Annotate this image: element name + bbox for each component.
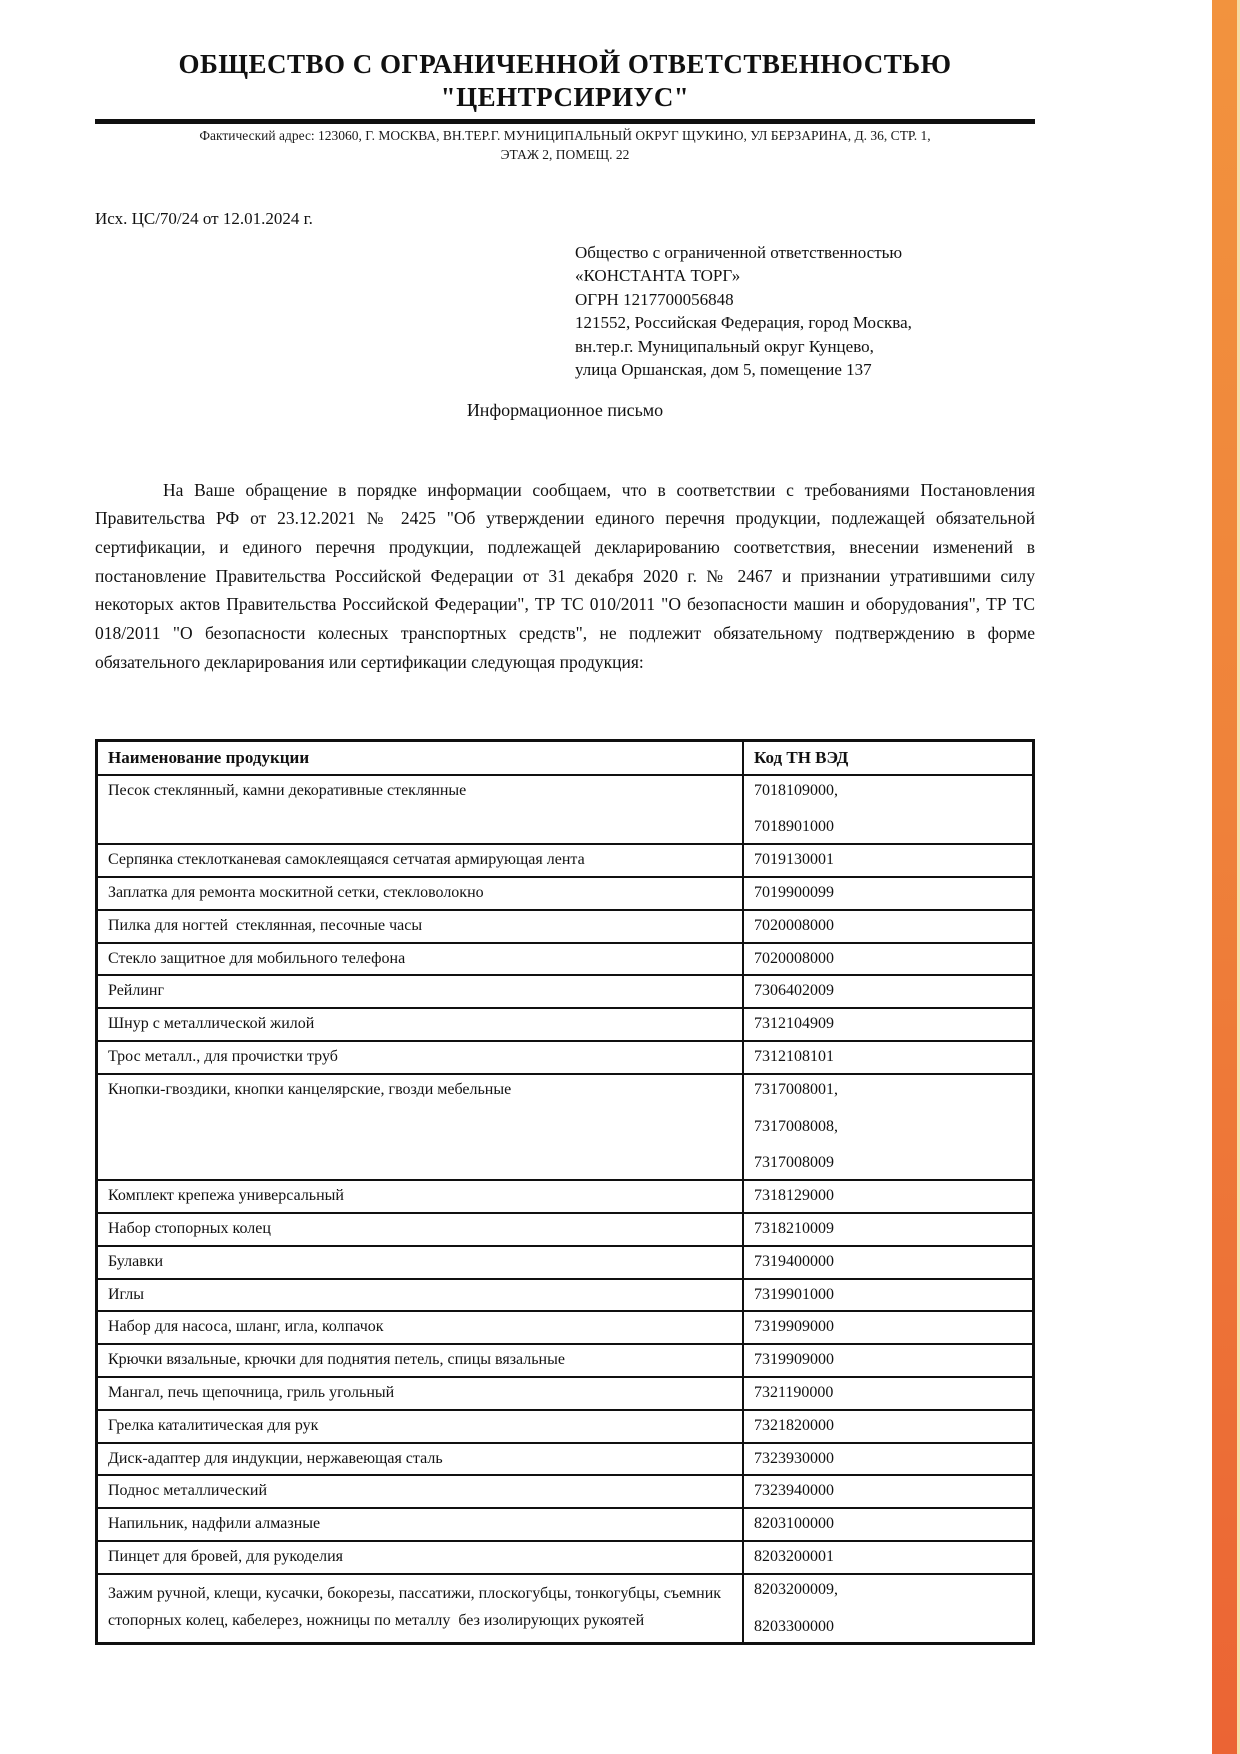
tnved-code-line: 7317008008, <box>754 1117 839 1135</box>
product-name-cell: Заплатка для ремонта москитной сетки, стекловолокно <box>97 877 744 910</box>
tnved-code-line: 7019130001 <box>754 851 835 869</box>
tnved-code-line: 7317008001, <box>754 1080 839 1098</box>
table-row <box>97 1344 1034 1377</box>
tnved-code-cell <box>743 775 1033 845</box>
product-name-cell: Булавки <box>97 1246 744 1279</box>
letter-title: Информационное письмо <box>466 399 664 420</box>
tnved-code-line: 7019900099 <box>754 884 835 902</box>
tnved-code-cell <box>743 1508 1033 1541</box>
table-row <box>97 1180 1034 1213</box>
products-table-head <box>97 740 1034 775</box>
tnved-code-line: 7312104909 <box>754 1015 835 1033</box>
product-name-cell: Кнопки-гвоздики, кнопки канцелярские, гвозди мебельные <box>97 1074 744 1180</box>
table-row <box>97 1074 1034 1180</box>
table-row <box>97 975 1034 1008</box>
product-name-cell: Пинцет для бровей, для рукоделия <box>97 1541 744 1574</box>
recipient-line: 121552, Российская Федерация, город Москва, <box>575 313 912 333</box>
tnved-code-line: 7323940000 <box>754 1482 835 1500</box>
table-row <box>97 1410 1034 1443</box>
tnved-code-line: 7319909000 <box>754 1351 835 1369</box>
company-address <box>95 126 1035 165</box>
table-row <box>97 877 1034 910</box>
tnved-code-line: 8203100000 <box>754 1515 835 1533</box>
tnved-code-cell <box>743 1377 1033 1410</box>
table-row <box>97 1475 1034 1508</box>
products-table <box>95 739 1035 1646</box>
product-name-cell: Шнур с металлической жилой <box>97 1008 744 1041</box>
table-row <box>97 1279 1034 1312</box>
table-row <box>97 844 1034 877</box>
tnved-code-line: 7318210009 <box>754 1219 835 1237</box>
table-row <box>97 1508 1034 1541</box>
product-name-cell: Пилка для ногтей стеклянная, песочные часы <box>97 910 744 943</box>
tnved-code-cell <box>743 1180 1033 1213</box>
tnved-code-cell <box>743 1279 1033 1312</box>
product-name-cell: Мангал, печь щепочница, гриль угольный <box>97 1377 744 1410</box>
tnved-code-line: 7018901000 <box>754 818 835 836</box>
letter-body-paragraph: На Ваше обращение в порядке информации сообщаем, что в соответствии с требованиями Постановления Правительства РФ от 23.12.2021 № 2425 "Об утверждении единого перечня продукции, подлежащей обязательной сертификации, и единого перечня продукции, подлежащей декларированию соответствия, внесении изменений в постановление Правительства Российской Федерации от 31 декабря 2020 г. № 2467 и признании утратившими силу некоторых актов Правительства Российской Федерации", ТР ТС 010/2011 "О безопасности машин и оборудования", ТР ТС 018/2011 "О безопасности колесных транспортных средств", не подлежит обязательному подтверждению в форме обязательного декларирования или сертификации следующая продукция: <box>95 479 1035 672</box>
tnved-code-cell <box>743 1213 1033 1246</box>
tnved-code-cell <box>743 1041 1033 1074</box>
product-name-cell: Рейлинг <box>97 975 744 1008</box>
product-name-cell: Диск-адаптер для индукции, нержавеющая сталь <box>97 1443 744 1476</box>
tnved-code-line: 7319901000 <box>754 1285 835 1303</box>
product-name-cell: Напильник, надфили алмазные <box>97 1508 744 1541</box>
tnved-code-cell <box>743 1443 1033 1476</box>
tnved-code-cell <box>743 1246 1033 1279</box>
tnved-code-cell <box>743 943 1033 976</box>
tnved-code-line: 8203300000 <box>754 1617 835 1635</box>
tnved-code-cell <box>743 1574 1033 1644</box>
product-name-cell: Песок стеклянный, камни декоративные стеклянные <box>97 775 744 845</box>
tnved-code-cell <box>743 1475 1033 1508</box>
tnved-code-line: 7306402009 <box>754 982 835 1000</box>
tnved-code-line: 7323930000 <box>754 1449 835 1467</box>
table-row <box>97 943 1034 976</box>
product-name-cell: Стекло защитное для мобильного телефона <box>97 943 744 976</box>
tnved-code-line: 7321190000 <box>754 1383 834 1401</box>
table-row <box>97 1541 1034 1574</box>
product-name-cell: Набор стопорных колец <box>97 1213 744 1246</box>
tnved-code-cell <box>743 1074 1033 1180</box>
tnved-code-line: 7319400000 <box>754 1252 835 1270</box>
table-row <box>97 1213 1034 1246</box>
product-name-cell: Серпянка стеклотканевая самоклеящаяся сетчатая армирующая лента <box>97 844 744 877</box>
tnved-code-header: Код ТН ВЭД <box>743 740 1033 775</box>
company-address-line1: Фактический адрес: 123060, Г. МОСКВА, ВН.ТЕР.Г. МУНИЦИПАЛЬНЫЙ ОКРУГ ЩУКИНО, УЛ БЕРЗАРИНА, Д. 36, СТР. 1, <box>199 127 931 143</box>
product-name-cell: Набор для насоса, шланг, игла, колпачок <box>97 1311 744 1344</box>
product-name-cell: Зажим ручной, клещи, кусачки, бокорезы, пассатижи, плоскогубцы, тонкогубцы, съемник стопорных колец, кабелерез, ножницы по металлу без изолирующих рукоятей <box>97 1574 744 1644</box>
letter-content <box>95 0 1035 1645</box>
table-row <box>97 1008 1034 1041</box>
tnved-code-cell <box>743 975 1033 1008</box>
tnved-code-cell <box>743 1541 1033 1574</box>
tnved-code-cell <box>743 844 1033 877</box>
table-row <box>97 1246 1034 1279</box>
tnved-code-cell <box>743 910 1033 943</box>
tnved-code-cell <box>743 1410 1033 1443</box>
table-row <box>97 1443 1034 1476</box>
table-row <box>97 1041 1034 1074</box>
header-divider-rule <box>95 119 1035 124</box>
tnved-code-line: 7020008000 <box>754 916 835 934</box>
tnved-code-cell <box>743 877 1033 910</box>
table-row <box>97 910 1034 943</box>
tnved-code-line: 7319909000 <box>754 1318 835 1336</box>
company-name-line2: "ЦЕНТРСИРИУС" <box>440 81 690 112</box>
table-row <box>97 1377 1034 1410</box>
company-address-line2: ЭТАЖ 2, ПОМЕЩ. 22 <box>500 147 630 163</box>
tnved-code-line: 7317008009 <box>754 1154 835 1172</box>
tnved-code-cell <box>743 1008 1033 1041</box>
company-name <box>95 48 1035 114</box>
tnved-code-line: 7312108101 <box>754 1048 835 1065</box>
tnved-code-cell <box>743 1344 1033 1377</box>
orange-accent-stripe <box>1212 0 1240 1754</box>
product-name-cell: Грелка каталитическая для рук <box>97 1410 744 1443</box>
tnved-code-line: 7020008000 <box>754 949 835 967</box>
recipient-line: Общество с ограниченной ответственностью <box>575 243 903 262</box>
tnved-code-line: 7018109000, <box>754 781 839 799</box>
company-name-line1: ОБЩЕСТВО С ОГРАНИЧЕННОЙ ОТВЕТСТВЕННОСТЬЮ <box>178 49 952 79</box>
product-name-cell: Иглы <box>97 1279 744 1312</box>
product-name-cell: Поднос металлический <box>97 1475 744 1508</box>
table-row <box>97 775 1034 845</box>
products-table-body <box>97 775 1034 1644</box>
table-header-row <box>97 740 1034 775</box>
product-name-cell: Крючки вязальные, крючки для поднятия петель, спицы вязальные <box>97 1344 744 1377</box>
outgoing-ref-line: Исх. ЦС/70/24 от 12.01.2024 г. <box>95 209 313 228</box>
product-name-header: Наименование продукции <box>97 740 744 775</box>
tnved-code-cell <box>743 1311 1033 1344</box>
tnved-code-line: 8203200009, <box>754 1580 839 1598</box>
recipient-line: «КОНСТАНТА ТОРГ» <box>575 266 741 286</box>
table-row <box>97 1311 1034 1344</box>
recipient-line: вн.тер.г. Муниципальный округ Кунцево, <box>575 336 874 356</box>
table-row <box>97 1574 1034 1644</box>
recipient-line: улица Оршанская, дом 5, помещение 137 <box>575 360 872 380</box>
recipient-line: ОГРН 1217700056848 <box>575 289 734 309</box>
tnved-code-line: 8203200001 <box>754 1547 835 1565</box>
product-name-cell: Трос металл., для прочистки труб <box>97 1041 744 1074</box>
tnved-code-line: 7321820000 <box>754 1416 835 1434</box>
recipient-block <box>575 241 1035 382</box>
tnved-code-line: 7318129000 <box>754 1187 835 1205</box>
product-name-cell: Комплект крепежа универсальный <box>97 1180 744 1213</box>
